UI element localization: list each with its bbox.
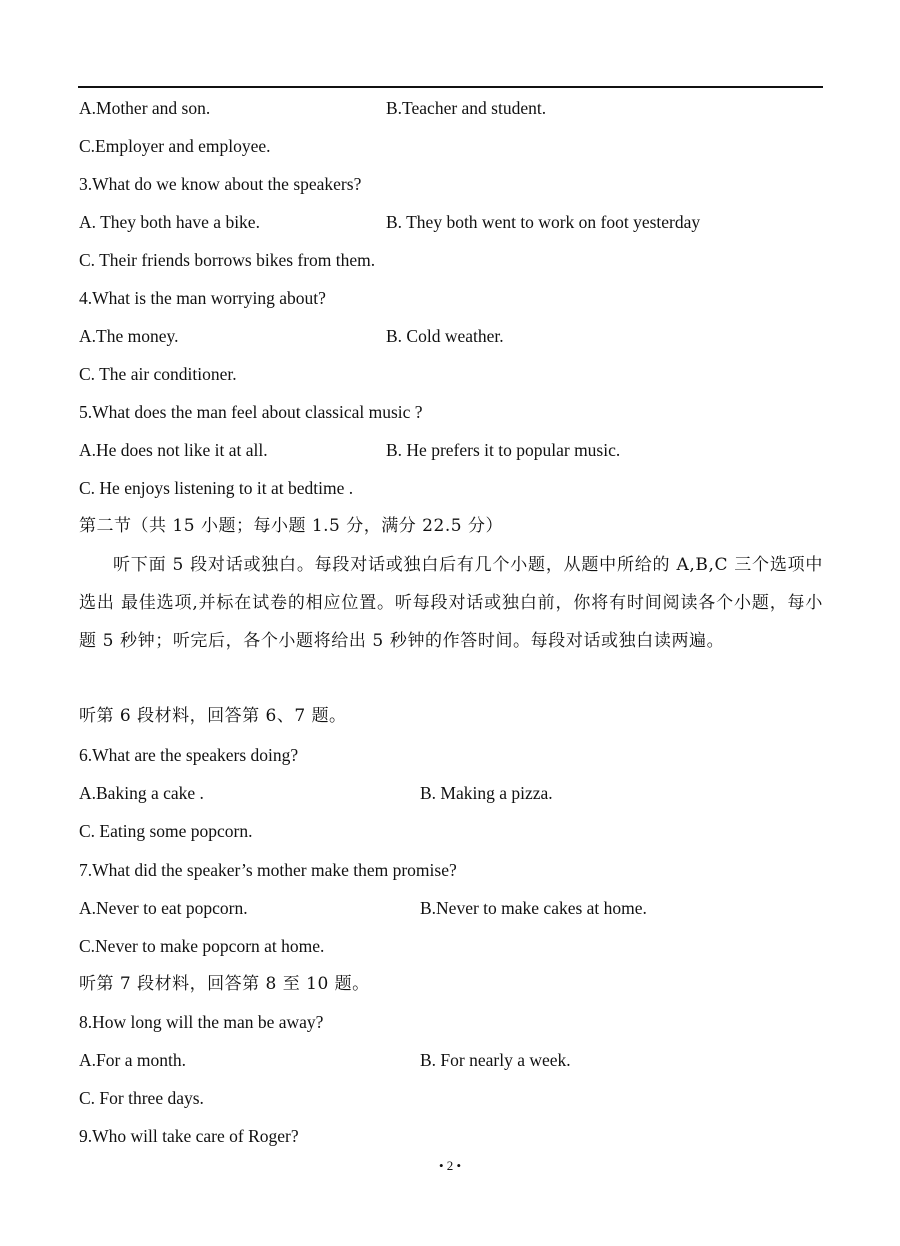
q3-option-c: C. Their friends borrows bikes from them.	[79, 250, 376, 270]
section2-heading: 第二节（共 15 小题；每小题 1.5 分，满分 22.5 分）	[79, 516, 503, 536]
q2-option-c: C.Employer and employee.	[79, 136, 271, 156]
q6-stem: 6.What are the speakers doing?	[79, 745, 299, 765]
q3-option-b: B. They both went to work on foot yesterday	[386, 212, 701, 232]
q3-stem: 3.What do we know about the speakers?	[79, 174, 362, 194]
q7-stem: 7.What did the speaker’s mother make them promise?	[79, 860, 457, 880]
q5-option-c: C. He enjoys listening to it at bedtime .	[79, 478, 354, 498]
q4-option-b: B. Cold weather.	[386, 326, 504, 346]
header-rule	[78, 86, 823, 88]
q2-option-b: B.Teacher and student.	[386, 98, 547, 118]
q4-stem: 4.What is the man worrying about?	[79, 288, 326, 308]
q5-option-a: A.He does not like it at all.	[79, 440, 268, 460]
q8-stem: 8.How long will the man be away?	[79, 1012, 324, 1032]
q8-option-b: B. For nearly a week.	[420, 1050, 571, 1070]
q5-stem: 5.What does the man feel about classical music ?	[79, 402, 423, 422]
q2-option-a: A.Mother and son.	[79, 98, 211, 118]
q3-option-a: A. They both have a bike.	[79, 212, 260, 232]
material7-instruction: 听第 7 段材料，回答第 8 至 10 题。	[79, 974, 370, 994]
q6-option-b: B. Making a pizza.	[420, 783, 553, 803]
q4-option-c: C. The air conditioner.	[79, 364, 237, 384]
q7-option-a: A.Never to eat popcorn.	[79, 898, 248, 918]
q5-option-b: B. He prefers it to popular music.	[386, 440, 621, 460]
q7-option-b: B.Never to make cakes at home.	[420, 898, 647, 918]
q9-stem: 9.Who will take care of Roger?	[79, 1126, 299, 1146]
q4-option-a: A.The money.	[79, 326, 179, 346]
q6-option-a: A.Baking a cake .	[79, 783, 204, 803]
q7-option-c: C.Never to make popcorn at home.	[79, 936, 325, 956]
section2-instructions: 听下面 5 段对话或独白。每段对话或独白后有几个小题，从题中所给的 A,B,C 三个选项中选出 最佳选项,并标在试卷的相应位置。听每段对话或独白前，你将有时间阅读各个小题，每小题 5 秒钟；听完后，各个小题将给出 5 秒钟的作答时间。每段对话或独白读两遍。	[79, 555, 823, 651]
q6-option-c: C. Eating some popcorn.	[79, 821, 253, 841]
material6-instruction: 听第 6 段材料，回答第 6、7 题。	[79, 706, 347, 726]
q8-option-a: A.For a month.	[79, 1050, 186, 1070]
page-number: • 2 •	[438, 1158, 462, 1173]
q8-option-c: C. For three days.	[79, 1088, 204, 1108]
